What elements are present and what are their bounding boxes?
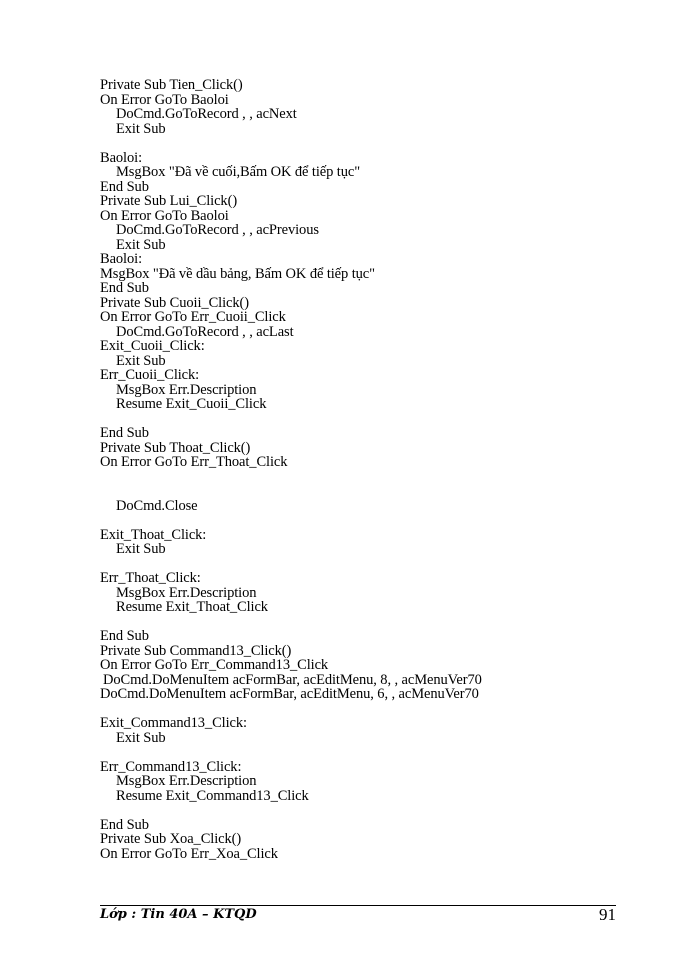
code-line: Resume Exit_Cuoii_Click bbox=[116, 396, 267, 412]
code-line: On Error GoTo Err_Command13_Click bbox=[100, 657, 329, 673]
code-line bbox=[100, 557, 482, 572]
code-line: Baoloi: bbox=[100, 251, 142, 267]
code-line: DoCmd.GoToRecord , , acLast bbox=[116, 323, 294, 340]
code-line: Exit Sub bbox=[116, 120, 166, 137]
code-line: Resume Exit_Command13_Click bbox=[116, 787, 309, 804]
code-line: Private Sub Command13_Click() bbox=[100, 642, 292, 659]
code-line bbox=[100, 803, 482, 818]
code-line: On Error GoTo Baoloi bbox=[100, 207, 229, 224]
code-line: MsgBox "Đã về dầu bảng, Bấm OK để tiếp tục" bbox=[100, 265, 375, 282]
footer-divider bbox=[100, 905, 616, 906]
footer-class-label: Lớp : Tin 40A – KTQD bbox=[100, 907, 257, 922]
code-line bbox=[100, 470, 482, 485]
code-line: Err_Command13_Click: bbox=[100, 758, 242, 775]
code-line bbox=[100, 484, 482, 499]
code-line: Exit_Cuoii_Click: bbox=[100, 338, 205, 354]
code-listing bbox=[100, 78, 482, 861]
code-line: MsgBox "Đã về cuối,Bấm OK để tiếp tục" bbox=[116, 164, 361, 180]
code-line: MsgBox Err.Description bbox=[116, 584, 257, 601]
code-line: Private Sub Cuoii_Click() bbox=[100, 294, 249, 311]
code-line bbox=[100, 412, 482, 427]
code-line: DoCmd.DoMenuItem acFormBar, acEditMenu, 6, , acMenuVer70 bbox=[100, 686, 479, 702]
code-line bbox=[100, 745, 482, 760]
code-line: Err_Cuoii_Click: bbox=[100, 367, 200, 383]
code-line: DoCmd.Close bbox=[116, 497, 198, 514]
code-line bbox=[100, 136, 482, 151]
code-line: Private Sub Thoat_Click() bbox=[100, 439, 251, 456]
code-line: DoCmd.GoToRecord , , acPrevious bbox=[116, 222, 319, 238]
code-line: Private Sub Tien_Click() bbox=[100, 77, 243, 93]
code-line: DoCmd.DoMenuItem acFormBar, acEditMenu, 8, , acMenuVer70 bbox=[103, 671, 482, 688]
code-line: End Sub bbox=[100, 425, 149, 441]
code-line: Exit Sub bbox=[116, 541, 166, 557]
code-line: Baoloi: bbox=[100, 149, 142, 166]
code-line bbox=[100, 615, 482, 630]
code-line: DoCmd.GoToRecord , , acNext bbox=[116, 106, 297, 122]
code-line: Exit Sub bbox=[116, 352, 166, 369]
code-line: Private Sub Xoa_Click() bbox=[100, 831, 242, 847]
code-line: MsgBox Err.Description bbox=[116, 381, 257, 398]
code-line: Exit Sub bbox=[116, 236, 166, 253]
code-line: On Error GoTo Err_Thoat_Click bbox=[100, 454, 288, 470]
code-line: On Error GoTo Err_Cuoii_Click bbox=[100, 309, 286, 325]
code-line: Exit_Command13_Click: bbox=[100, 715, 247, 731]
code-line: End Sub bbox=[100, 280, 149, 296]
code-line: End Sub bbox=[100, 816, 149, 833]
code-line: Private Sub Lui_Click() bbox=[100, 193, 238, 209]
page-number: 91 bbox=[599, 905, 616, 924]
code-line: End Sub bbox=[100, 178, 149, 195]
code-line bbox=[100, 702, 482, 717]
code-line bbox=[100, 513, 482, 528]
code-line: Exit_Thoat_Click: bbox=[100, 526, 207, 543]
code-line: Exit Sub bbox=[116, 729, 166, 746]
code-line: On Error GoTo Err_Xoa_Click bbox=[100, 845, 278, 862]
code-line: On Error GoTo Baoloi bbox=[100, 91, 229, 108]
code-line: Err_Thoat_Click: bbox=[100, 570, 201, 586]
code-line: Resume Exit_Thoat_Click bbox=[116, 599, 268, 615]
code-line: End Sub bbox=[100, 628, 149, 644]
code-line: MsgBox Err.Description bbox=[116, 773, 257, 789]
